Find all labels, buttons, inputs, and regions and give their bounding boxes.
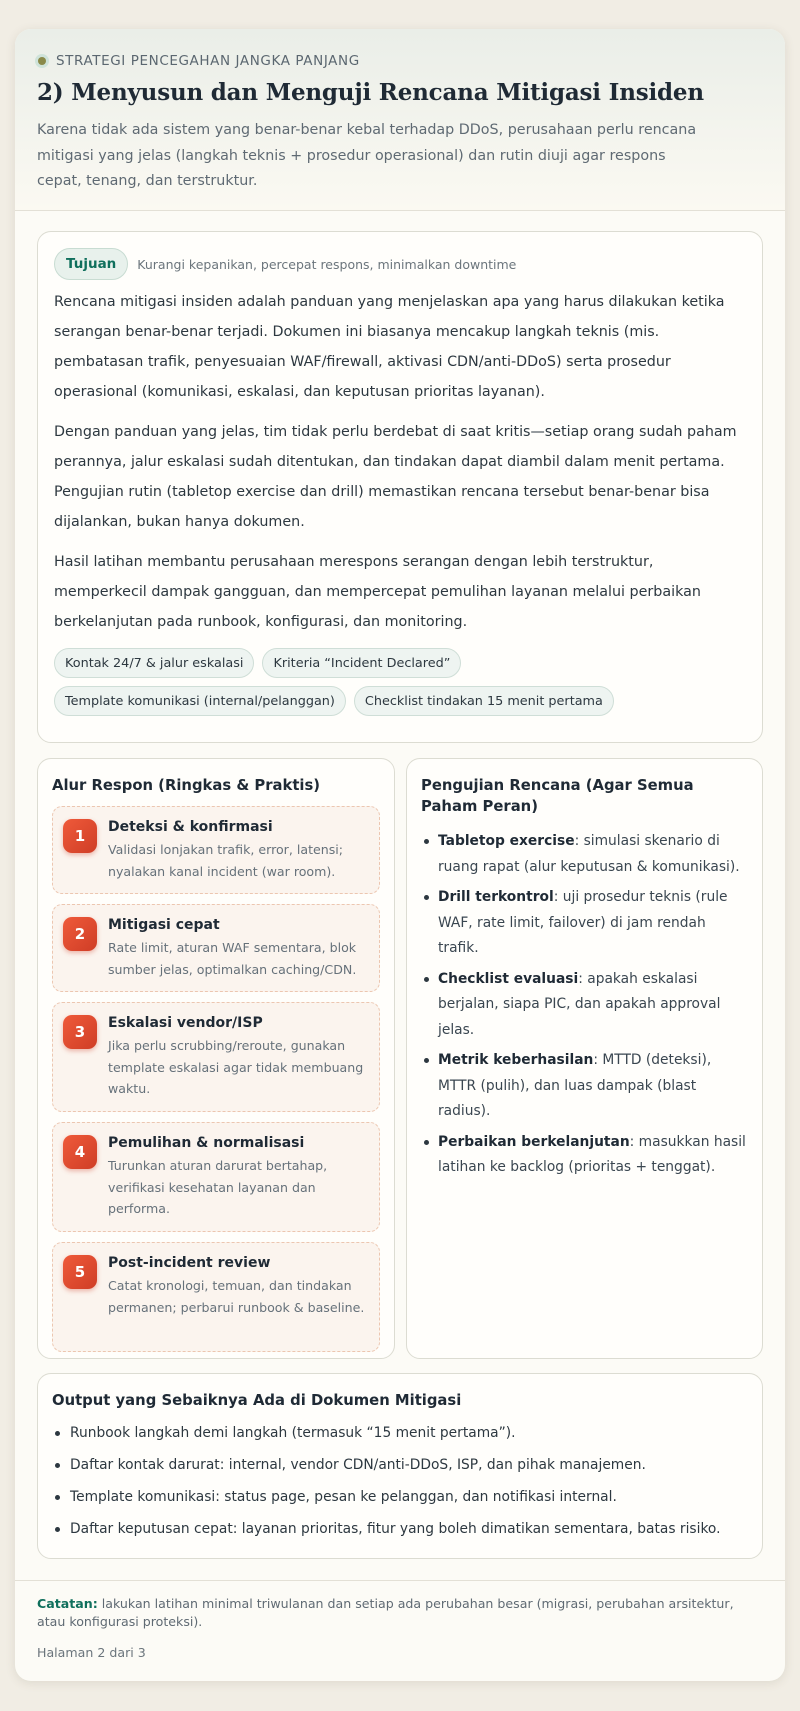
page-number: Halaman 2 dari 3 bbox=[37, 1645, 146, 1660]
intro-paragraph: Hasil latihan membantu perusahaan merespons serangan dengan lebih terstruktur, memperkecil dampak gangguan, dan mempercepat pemulihan layanan melalui perbaikan berkelanjutan pada runbook, konfigurasi, dan monitoring. bbox=[54, 554, 701, 630]
kicker-text: STRATEGI PENCEGAHAN JANGKA PANJANG bbox=[56, 53, 360, 69]
step-title: Post-incident review bbox=[108, 1255, 271, 1271]
plan-testing-title: Pengujian Rencana (Agar Semua Paham Peran) bbox=[421, 777, 694, 815]
intro-paragraph: Dengan panduan yang jelas, tim tidak perlu berdebat di saat kritis—setiap orang sudah paham perannya, jalur eskalasi sudah ditentukan, dan tindakan dapat diambil dalam menit pertama. Pengujian rutin (tabletop exercise dan drill) memastikan rencana tersebut benar-benar bisa dijalankan, bukan hanya dokumen. bbox=[54, 424, 737, 530]
list-item bbox=[421, 829, 748, 880]
chip: Kontak 24/7 & jalur eskalasi bbox=[54, 648, 254, 678]
item-text: : simulasi skenario di ruang rapat (alur keputusan & komunikasi). bbox=[438, 833, 740, 875]
flow-step bbox=[52, 904, 380, 992]
footer-note bbox=[37, 1595, 763, 1631]
outputs-list bbox=[52, 1422, 748, 1540]
chip: Kriteria “Incident Declared” bbox=[262, 648, 461, 678]
step-description: Jika perlu scrubbing/reroute, gunakan template eskalasi agar tidak membuang waktu. bbox=[108, 1038, 364, 1096]
chip-list bbox=[54, 648, 754, 716]
list-item bbox=[421, 885, 748, 962]
note-label: Catatan: bbox=[37, 1596, 98, 1611]
step-number: 4 bbox=[63, 1135, 97, 1169]
item-text: : masukkan hasil latihan ke backlog (prioritas + tenggat). bbox=[438, 1133, 746, 1175]
document-page bbox=[15, 29, 785, 1681]
note-text: lakukan latihan minimal triwulanan dan setiap ada perubahan besar (migrasi, perubahan arsitektur, atau konfigurasi proteksi). bbox=[37, 1596, 734, 1629]
response-flow-box bbox=[37, 758, 395, 1359]
page-title: 2) Menyusun dan Menguji Rencana Mitigasi Insiden bbox=[37, 79, 704, 106]
step-number: 1 bbox=[63, 819, 97, 853]
step-title: Eskalasi vendor/ISP bbox=[108, 1015, 263, 1031]
chip: Template komunikasi (internal/pelanggan) bbox=[54, 686, 346, 716]
step-title: Pemulihan & normalisasi bbox=[108, 1135, 305, 1151]
item-term: Drill terkontrol bbox=[438, 889, 554, 905]
list-item: Daftar keputusan cepat: layanan prioritas, fitur yang boleh dimatikan sementara, batas risiko. bbox=[52, 1518, 748, 1540]
flow-step bbox=[52, 1122, 380, 1232]
outputs-box bbox=[37, 1373, 763, 1559]
flow-step bbox=[52, 806, 380, 894]
item-term: Checklist evaluasi bbox=[438, 970, 579, 987]
section-kicker bbox=[37, 53, 763, 69]
list-item bbox=[421, 1130, 748, 1181]
goal-badge: Tujuan bbox=[54, 248, 128, 280]
intro-paragraph: Rencana mitigasi insiden adalah panduan yang menjelaskan apa yang harus dilakukan ketika serangan benar-benar terjadi. Dokumen ini biasanya mencakup langkah teknis (mis. pembatasan trafik, penyesuaian WAF/firewall, aktivasi CDN/anti-DDoS) serta prosedur operasional (komunikasi, eskalasi, dan keputusan prioritas layanan). bbox=[54, 294, 725, 400]
page-header bbox=[15, 29, 785, 211]
testing-list bbox=[421, 829, 748, 1181]
item-text: : uji prosedur teknis (rule WAF, rate limit, failover) di jam rendah trafik. bbox=[438, 889, 728, 956]
page-lead: Karena tidak ada sistem yang benar-benar kebal terhadap DDoS, perusahaan perlu rencana mitigasi yang jelas (langkah teknis + prosedur operasional) dan rutin diuji agar respons cepat, tenang, dan terstruktur. bbox=[37, 122, 697, 189]
page-footer bbox=[15, 1580, 785, 1681]
step-description: Catat kronologi, temuan, dan tindakan permanen; perbarui runbook & baseline. bbox=[108, 1278, 365, 1315]
chip: Checklist tindakan 15 menit pertama bbox=[354, 686, 614, 716]
step-description: Rate limit, aturan WAF sementara, blok sumber jelas, optimalkan caching/CDN. bbox=[108, 940, 357, 977]
flow-step bbox=[52, 1002, 380, 1112]
goal-row bbox=[54, 248, 746, 280]
step-title: Deteksi & konfirmasi bbox=[108, 819, 273, 835]
step-description: Validasi lonjakan trafik, error, latensi; nyalakan kanal incident (war room). bbox=[108, 842, 344, 879]
intro-box bbox=[37, 231, 763, 743]
goal-note: Kurangi kepanikan, percepat respons, minimalkan downtime bbox=[137, 256, 517, 272]
item-term: Tabletop exercise bbox=[438, 833, 575, 849]
list-item: Daftar kontak darurat: internal, vendor CDN/anti-DDoS, ISP, dan pihak manajemen. bbox=[52, 1454, 748, 1476]
item-text: : MTTD (deteksi), MTTR (pulih), dan luas dampak (blast radius). bbox=[438, 1052, 712, 1119]
list-item bbox=[421, 967, 748, 1044]
item-term: Perbaikan berkelanjutan bbox=[438, 1133, 630, 1150]
response-flow-title: Alur Respon (Ringkas & Praktis) bbox=[52, 777, 321, 794]
list-item: Runbook langkah demi langkah (termasuk “15 menit pertama”). bbox=[52, 1422, 748, 1444]
step-number: 3 bbox=[63, 1015, 97, 1049]
step-title: Mitigasi cepat bbox=[108, 917, 220, 933]
step-number: 5 bbox=[63, 1255, 97, 1289]
list-item: Template komunikasi: status page, pesan ke pelanggan, dan notifikasi internal. bbox=[52, 1486, 748, 1508]
list-item bbox=[421, 1048, 748, 1125]
outputs-title: Output yang Sebaiknya Ada di Dokumen Mitigasi bbox=[52, 1392, 462, 1409]
item-text: : apakah eskalasi berjalan, siapa PIC, dan apakah approval jelas. bbox=[438, 970, 721, 1038]
step-description: Turunkan aturan darurat bertahap, verifikasi kesehatan layanan dan performa. bbox=[108, 1158, 328, 1216]
flow-step bbox=[52, 1242, 380, 1352]
step-number: 2 bbox=[63, 917, 97, 951]
kicker-dot-icon bbox=[38, 57, 46, 65]
plan-testing-box bbox=[406, 758, 763, 1359]
item-term: Metrik keberhasilan bbox=[438, 1052, 594, 1068]
